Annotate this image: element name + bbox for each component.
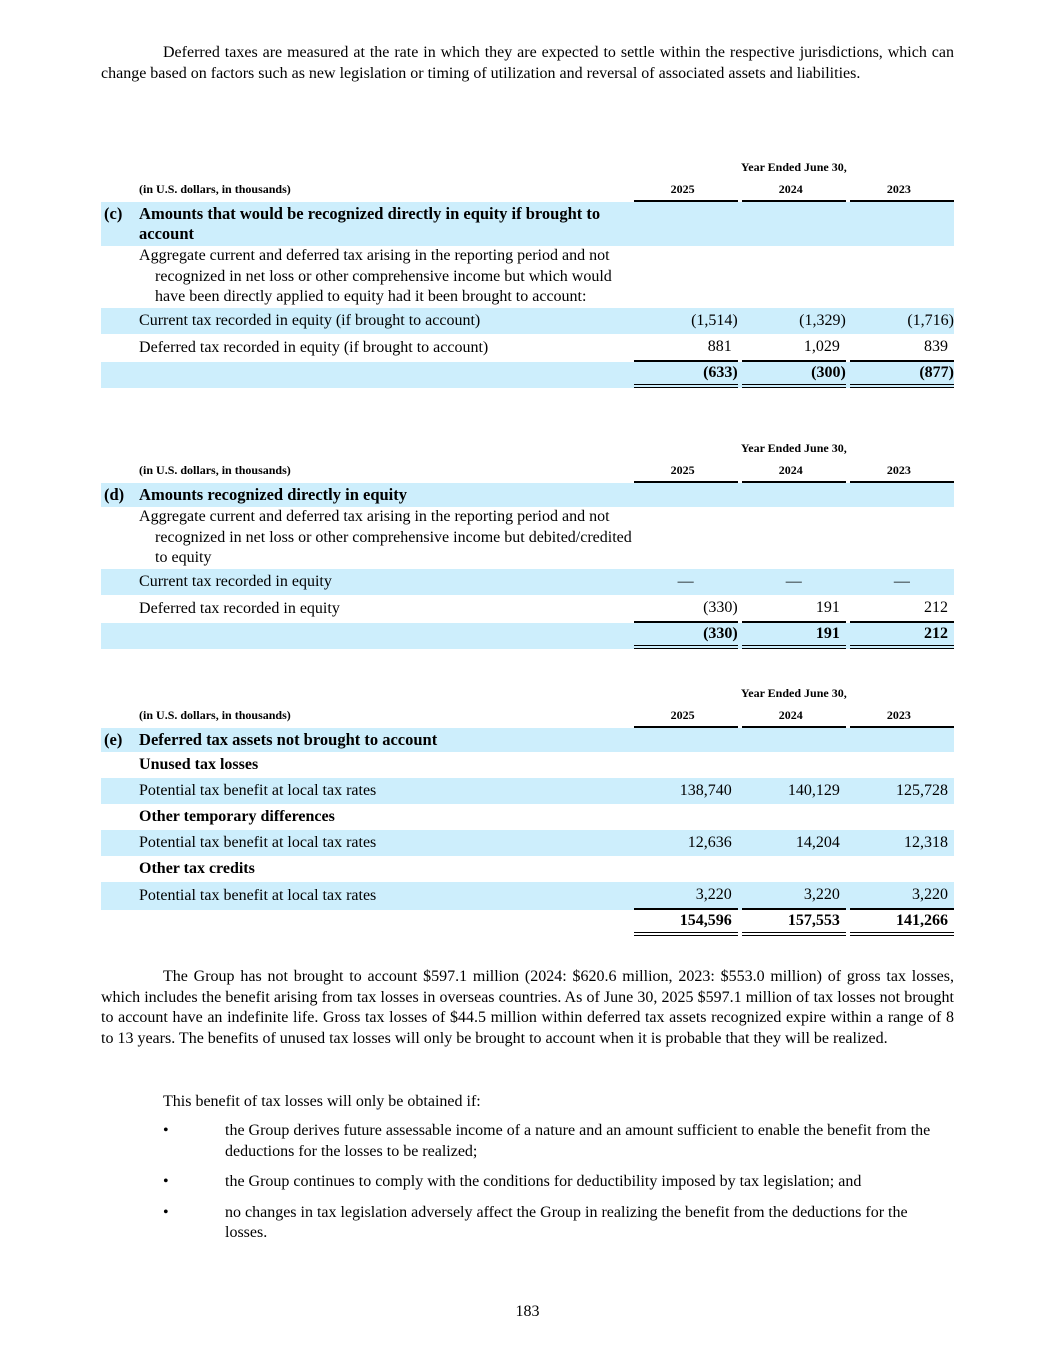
list-item <box>101 1203 954 1244</box>
list-item <box>101 1172 954 1193</box>
row-label: Deferred tax recorded in equity <box>139 599 340 617</box>
intro-paragraph: Deferred taxes are measured at the rate in which they are expected to settle within the respective jurisdictions, which can change based on factors such as new legislation or timing of utilization and reversal of associated assets and liabilities. <box>101 44 954 82</box>
section-description: Aggregate current and deferred tax arising in the reporting period and not recognized in net loss or other comprehensive income but debited/credited to equity <box>139 508 632 567</box>
row-label: Potential tax benefit at local tax rates <box>139 882 634 910</box>
total-2024: 157,553 <box>742 910 846 936</box>
total-row <box>101 623 954 649</box>
column-header-2023: 2023 <box>850 708 954 728</box>
table-row <box>101 308 954 334</box>
list-item-text: the Group continues to comply with the conditions for deductibility imposed by tax legislation; and <box>225 1173 862 1191</box>
value-2023: — <box>850 569 954 595</box>
conditions-intro: This benefit of tax losses will only be obtained if: <box>163 1093 481 1110</box>
value-2024: 3,220 <box>742 882 846 910</box>
value-2024: (1,329) <box>742 308 846 334</box>
value-2024: 191 <box>742 595 846 623</box>
value-2023: 3,220 <box>850 882 954 910</box>
period-header: Year Ended June 30, <box>740 441 847 455</box>
bullet-icon: • <box>163 1173 169 1191</box>
section-letter: (d) <box>101 483 139 507</box>
value-2025: 3,220 <box>634 882 738 910</box>
table-d-recognized-in-equity <box>101 441 954 649</box>
table-row <box>101 334 954 362</box>
total-row <box>101 362 954 388</box>
value-2025: (330) <box>634 595 738 623</box>
value-2023: 839 <box>850 334 954 362</box>
total-2025: (633) <box>634 362 738 388</box>
section-description: Aggregate current and deferred tax arising in the reporting period and not recognized in net loss or other comprehensive income but which would have been directly applied to equity had it been brought to account: <box>139 247 612 306</box>
page-number: 183 <box>515 1303 540 1320</box>
list-item-text: no changes in tax legislation adversely affect the Group in realizing the benefit from the deductions for the losses. <box>225 1203 908 1242</box>
value-2023: 12,318 <box>850 830 954 856</box>
column-header-2023: 2023 <box>850 463 954 483</box>
value-2023: 125,728 <box>850 778 954 804</box>
group-heading: Other temporary differences <box>139 808 335 825</box>
total-2024: (300) <box>742 362 846 388</box>
section-letter: (e) <box>101 728 139 752</box>
period-header: Year Ended June 30, <box>740 686 847 700</box>
value-2024: 1,029 <box>742 334 846 362</box>
section-letter: (c) <box>101 202 139 246</box>
group-heading: Other tax credits <box>139 860 255 877</box>
table-row <box>101 595 954 623</box>
value-2024: 14,204 <box>742 830 846 856</box>
period-header: Year Ended June 30, <box>740 160 847 174</box>
value-2025: 138,740 <box>634 778 738 804</box>
column-header-2024: 2024 <box>742 708 846 728</box>
section-title: Amounts recognized directly in equity <box>139 483 634 507</box>
row-label: Deferred tax recorded in equity (if brought to account) <box>139 338 489 356</box>
value-2024: — <box>742 569 846 595</box>
total-2025: (330) <box>634 623 738 649</box>
row-label: Potential tax benefit at local tax rates <box>139 778 634 804</box>
row-label: Current tax recorded in equity <box>139 569 634 595</box>
total-2023: 141,266 <box>850 910 954 936</box>
units-label: (in U.S. dollars, in thousands) <box>139 182 291 196</box>
total-row <box>101 910 954 936</box>
column-header-2024: 2024 <box>742 182 846 202</box>
bullet-icon: • <box>163 1203 169 1221</box>
column-header-2023: 2023 <box>850 182 954 202</box>
tax-losses-note-paragraph: The Group has not brought to account $597.1 million (2024: $620.6 million, 2023: $553.0 million) of gross tax losses, which includes the benefit arising from tax losses in overseas countries. As of June 30, 2025 $597.1 million of tax losses not brought to account have an indefinite life. Gross tax losses of $44.5 million within deferred tax assets recognized expire within a range of 8 to 13 years. The benefits of unused tax losses will only be brought to account when it is probable that they will be realized. <box>101 968 954 1047</box>
table-row <box>101 569 954 595</box>
total-2023: (877) <box>850 362 954 388</box>
section-title: Amounts that would be recognized directly in equity if brought to account <box>139 202 634 246</box>
group-heading: Unused tax losses <box>139 756 259 773</box>
value-2025: — <box>634 569 738 595</box>
total-2024: 191 <box>742 623 846 649</box>
row-label: Potential tax benefit at local tax rates <box>139 830 634 856</box>
column-header-2024: 2024 <box>742 463 846 483</box>
total-2025: 154,596 <box>634 910 738 936</box>
list-item-text: the Group derives future assessable income of a nature and an amount sufficient to enable the benefit from the deductions for the losses to be realized; <box>225 1122 931 1160</box>
value-2025: 881 <box>634 334 738 362</box>
column-header-2025: 2025 <box>634 182 738 202</box>
table-row <box>101 882 954 910</box>
conditions-list <box>101 1121 954 1254</box>
list-item <box>101 1121 954 1162</box>
bullet-icon: • <box>163 1122 169 1139</box>
table-c-equity-if-brought-to-account <box>101 160 954 388</box>
units-label: (in U.S. dollars, in thousands) <box>139 708 291 722</box>
value-2025: (1,514) <box>634 308 738 334</box>
value-2023: 212 <box>850 595 954 623</box>
row-label: Current tax recorded in equity (if brought to account) <box>139 308 634 334</box>
table-row <box>101 778 954 804</box>
value-2025: 12,636 <box>634 830 738 856</box>
value-2023: (1,716) <box>850 308 954 334</box>
column-header-2025: 2025 <box>634 463 738 483</box>
column-header-2025: 2025 <box>634 708 738 728</box>
table-row <box>101 830 954 856</box>
value-2024: 140,129 <box>742 778 846 804</box>
units-label: (in U.S. dollars, in thousands) <box>139 463 291 477</box>
table-e-deferred-tax-assets-not-brought-to-account <box>101 686 954 936</box>
total-2023: 212 <box>850 623 954 649</box>
section-title: Deferred tax assets not brought to account <box>139 728 634 752</box>
